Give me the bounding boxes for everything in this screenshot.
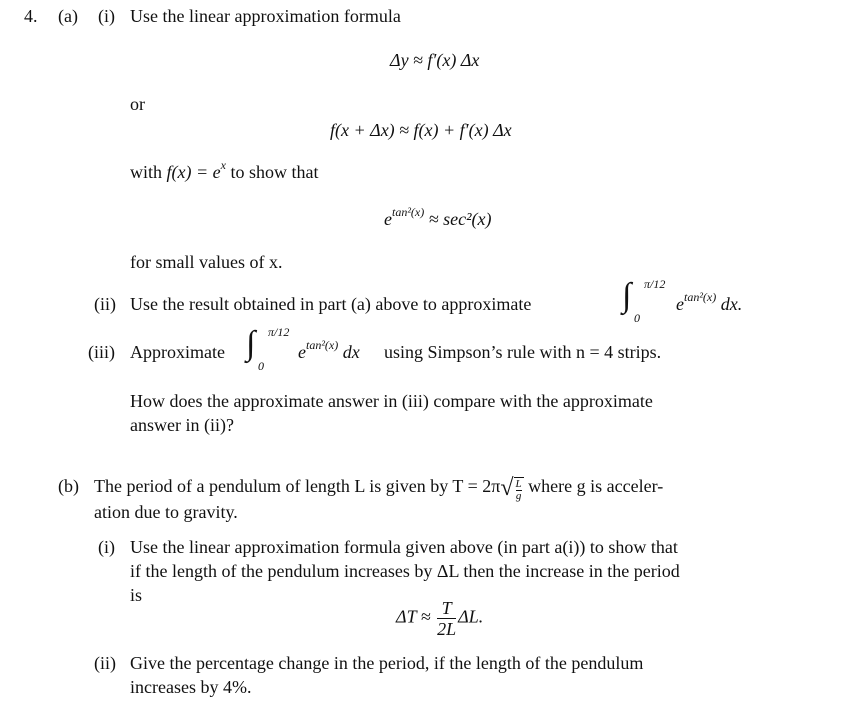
eq-lhs: ΔT ≈ [396, 606, 431, 627]
sqrt-numerator: L [515, 477, 522, 490]
integral-upper-limit: π/12 [268, 325, 290, 339]
part-a-label: (a) [58, 6, 78, 26]
part-a-i-label: (i) [98, 6, 115, 26]
part-b-line-2: ation due to gravity. [94, 502, 238, 522]
integrand: $e^{tan^2(x)}$ dx [298, 338, 360, 362]
part-a-iii-text-pre: Approximate [130, 342, 225, 362]
compare-line-2: answer in (ii)? [130, 415, 234, 435]
with-text: with [130, 162, 163, 182]
with-function-exponent: x [220, 158, 226, 172]
part-a-ii-integral [622, 276, 772, 325]
part-a-ii-text: Use the result obtained in part (a) above to approximate [130, 294, 532, 314]
integral-sign: ∫ [622, 277, 632, 314]
equation-linear-approx-1: Δy ≈ f′(x) Δx [390, 50, 480, 70]
part-b-ii-label: (ii) [94, 653, 116, 673]
integral-sign: ∫ [246, 325, 256, 362]
part-a-ii-label: (ii) [94, 294, 116, 314]
integrand: $e^{tan^2(x)}$ dx. [676, 290, 743, 314]
pendulum-text: The period of a pendulum of length L is given by T = 2π [94, 476, 501, 496]
part-b-i-line-1: Use the linear approximation formula given above (in part a(i)) to show that [130, 537, 678, 557]
part-a-iii-text-post: using Simpson’s rule with n = 4 strips. [384, 342, 662, 362]
fraction-numerator: T [437, 598, 456, 619]
show-that-text: to show that [230, 162, 319, 182]
or-text: or [130, 94, 145, 114]
eq3-rhs: ≈ sec²(x) [428, 209, 492, 229]
integral-upper-limit: π/12 [644, 277, 666, 291]
small-values-text: for small values of x. [130, 252, 283, 272]
sqrt-denominator: g [515, 489, 522, 502]
part-b-ii-line-1: Give the percentage change in the period, if the length of the pendulum [130, 653, 644, 673]
part-b-line-1 [94, 474, 663, 502]
part-b-i-label: (i) [98, 537, 115, 557]
part-b-label: (b) [58, 476, 79, 496]
part-b-ii-line-2: increases by 4%. [130, 677, 252, 697]
part-b-i-line-2: if the length of the pendulum increases by ΔL then the increase in the period [130, 561, 680, 581]
equation-linear-approx-2: f(x + Δx) ≈ f(x) + f′(x) Δx [330, 120, 512, 140]
equation-show-that [384, 207, 492, 233]
square-root: √ $\frac{L}{g}$ [500, 475, 522, 502]
equation-delta-t [396, 598, 483, 639]
eq3-base: e [384, 209, 392, 229]
part-a-iii-label: (iii) [88, 342, 115, 362]
acceleration-text: where g is acceler- [528, 476, 664, 496]
eq3-exponent: tan²(x) [392, 205, 425, 219]
part-a-i-intro: Use the linear approximation formula [130, 6, 401, 26]
with-function: f(x) = e [166, 162, 221, 182]
part-a-iii-integral [246, 324, 726, 373]
fraction [437, 598, 456, 639]
eq-rhs: ΔL. [458, 606, 484, 627]
part-b-i-line-3: is [130, 585, 143, 605]
with-line [130, 160, 318, 186]
compare-line-1: How does the approximate answer in (iii) compare with the approximate [130, 391, 653, 411]
question-number: 4. [24, 6, 38, 26]
integral-lower-limit: 0 [634, 311, 640, 325]
fraction-denominator: 2L [437, 619, 457, 639]
integral-lower-limit: 0 [258, 359, 264, 373]
